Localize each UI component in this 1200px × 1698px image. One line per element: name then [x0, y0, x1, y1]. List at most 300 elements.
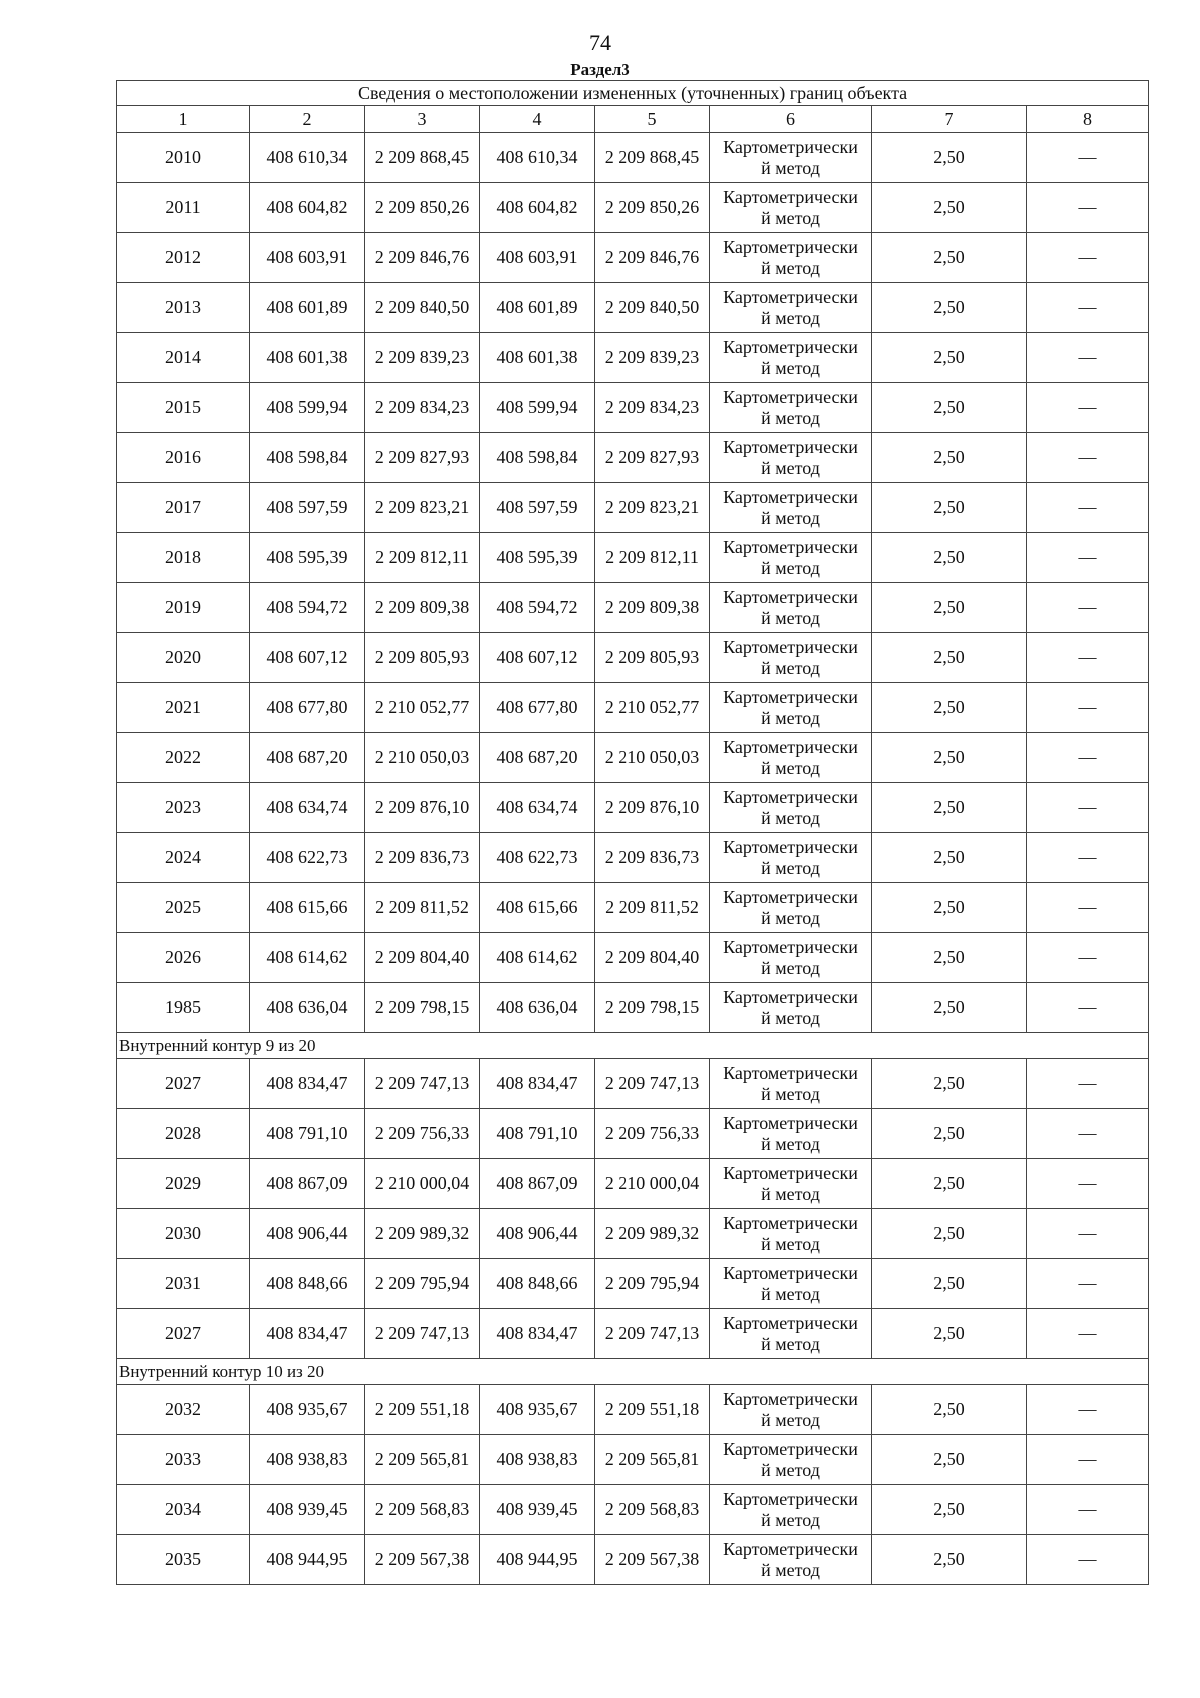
x-new-cell: 408 597,59 [480, 483, 595, 533]
x-new-cell: 408 601,38 [480, 333, 595, 383]
method-text-line2: й метод [761, 757, 820, 778]
method-cell [710, 333, 872, 383]
description-cell: — [1027, 333, 1149, 383]
accuracy-cell: 2,50 [872, 233, 1027, 283]
column-header: 4 [480, 106, 595, 133]
table-row [117, 933, 1149, 983]
method-text-line2: й метод [761, 907, 820, 928]
method-text-line1: Картометрически [723, 236, 858, 257]
point-number-cell: 2013 [117, 283, 250, 333]
method-cell [710, 1259, 872, 1309]
accuracy-cell: 2,50 [872, 1259, 1027, 1309]
description-cell: — [1027, 533, 1149, 583]
accuracy-cell: 2,50 [872, 883, 1027, 933]
method-text-line1: Картометрически [723, 936, 858, 957]
method-text-line1: Картометрически [723, 1262, 858, 1283]
y-old-cell: 2 210 050,03 [365, 733, 480, 783]
x-new-cell: 408 599,94 [480, 383, 595, 433]
description-cell: — [1027, 733, 1149, 783]
method-text-line1: Картометрически [723, 186, 858, 207]
description-cell: — [1027, 283, 1149, 333]
y-old-cell: 2 209 804,40 [365, 933, 480, 983]
method-text-line2: й метод [761, 407, 820, 428]
column-header: 3 [365, 106, 480, 133]
method-text-line2: й метод [761, 1559, 820, 1580]
method-text-line2: й метод [761, 1459, 820, 1480]
description-cell: — [1027, 183, 1149, 233]
method-text-line1: Картометрически [723, 286, 858, 307]
method-cell [710, 783, 872, 833]
method-text-line1: Картометрически [723, 1162, 858, 1183]
y-old-cell: 2 210 000,04 [365, 1159, 480, 1209]
accuracy-cell: 2,50 [872, 183, 1027, 233]
y-new-cell: 2 210 000,04 [595, 1159, 710, 1209]
x-new-cell: 408 791,10 [480, 1109, 595, 1159]
point-number-cell: 2032 [117, 1385, 250, 1435]
accuracy-cell: 2,50 [872, 1309, 1027, 1359]
y-old-cell: 2 209 568,83 [365, 1485, 480, 1535]
y-old-cell: 2 209 747,13 [365, 1309, 480, 1359]
method-text-line2: й метод [761, 1183, 820, 1204]
x-old-cell: 408 595,39 [250, 533, 365, 583]
x-old-cell: 408 636,04 [250, 983, 365, 1033]
method-cell [710, 983, 872, 1033]
y-new-cell: 2 209 839,23 [595, 333, 710, 383]
method-text-line2: й метод [761, 457, 820, 478]
description-cell: — [1027, 1435, 1149, 1485]
point-number-cell: 2021 [117, 683, 250, 733]
method-text-line1: Картометрически [723, 486, 858, 507]
table-row [117, 1109, 1149, 1159]
description-cell: — [1027, 483, 1149, 533]
method-text-line1: Картометрически [723, 786, 858, 807]
description-cell: — [1027, 1385, 1149, 1435]
method-cell [710, 433, 872, 483]
table-row [117, 1535, 1149, 1585]
point-number-cell: 2027 [117, 1059, 250, 1109]
method-text-line2: й метод [761, 157, 820, 178]
description-cell: — [1027, 433, 1149, 483]
y-new-cell: 2 209 836,73 [595, 833, 710, 883]
section-title: Раздел3 [570, 60, 630, 79]
description-cell: — [1027, 1485, 1149, 1535]
accuracy-cell: 2,50 [872, 433, 1027, 483]
point-number-cell: 2017 [117, 483, 250, 533]
column-header-row [117, 106, 1149, 133]
description-cell: — [1027, 783, 1149, 833]
method-text-line2: й метод [761, 607, 820, 628]
point-number-cell: 2029 [117, 1159, 250, 1209]
x-new-cell: 408 604,82 [480, 183, 595, 233]
accuracy-cell: 2,50 [872, 1485, 1027, 1535]
table-row [117, 983, 1149, 1033]
y-new-cell: 2 209 834,23 [595, 383, 710, 433]
method-cell [710, 1109, 872, 1159]
x-old-cell: 408 599,94 [250, 383, 365, 433]
method-text-line1: Картометрически [723, 1438, 858, 1459]
point-number-cell: 2022 [117, 733, 250, 783]
page-number: 74 [589, 30, 611, 55]
x-old-cell: 408 604,82 [250, 183, 365, 233]
x-new-cell: 408 938,83 [480, 1435, 595, 1485]
table-row [117, 333, 1149, 383]
y-old-cell: 2 209 811,52 [365, 883, 480, 933]
point-number-cell: 2035 [117, 1535, 250, 1585]
x-old-cell: 408 687,20 [250, 733, 365, 783]
description-cell: — [1027, 1109, 1149, 1159]
method-cell [710, 683, 872, 733]
table-body [117, 133, 1149, 1585]
method-cell [710, 133, 872, 183]
y-new-cell: 2 209 823,21 [595, 483, 710, 533]
y-old-cell: 2 209 827,93 [365, 433, 480, 483]
method-text-line1: Картометрически [723, 1112, 858, 1133]
table-row [117, 683, 1149, 733]
x-old-cell: 408 614,62 [250, 933, 365, 983]
y-new-cell: 2 209 568,83 [595, 1485, 710, 1535]
accuracy-cell: 2,50 [872, 983, 1027, 1033]
x-old-cell: 408 935,67 [250, 1385, 365, 1435]
y-new-cell: 2 209 551,18 [595, 1385, 710, 1435]
y-new-cell: 2 209 812,11 [595, 533, 710, 583]
y-new-cell: 2 209 804,40 [595, 933, 710, 983]
x-old-cell: 408 834,47 [250, 1309, 365, 1359]
point-number-cell: 2023 [117, 783, 250, 833]
table-row [117, 1435, 1149, 1485]
y-new-cell: 2 209 805,93 [595, 633, 710, 683]
accuracy-cell: 2,50 [872, 1435, 1027, 1485]
y-old-cell: 2 209 834,23 [365, 383, 480, 433]
accuracy-cell: 2,50 [872, 783, 1027, 833]
method-cell [710, 1535, 872, 1585]
table-row [117, 1209, 1149, 1259]
accuracy-cell: 2,50 [872, 383, 1027, 433]
y-old-cell: 2 209 836,73 [365, 833, 480, 883]
point-number-cell: 2020 [117, 633, 250, 683]
y-new-cell: 2 209 798,15 [595, 983, 710, 1033]
table-row [117, 733, 1149, 783]
accuracy-cell: 2,50 [872, 1159, 1027, 1209]
x-old-cell: 408 938,83 [250, 1435, 365, 1485]
x-old-cell: 408 906,44 [250, 1209, 365, 1259]
x-new-cell: 408 614,62 [480, 933, 595, 983]
description-cell: — [1027, 233, 1149, 283]
point-number-cell: 2034 [117, 1485, 250, 1535]
accuracy-cell: 2,50 [872, 633, 1027, 683]
method-cell [710, 733, 872, 783]
y-old-cell: 2 209 876,10 [365, 783, 480, 833]
table-row [117, 233, 1149, 283]
method-cell [710, 1209, 872, 1259]
y-new-cell: 2 209 827,93 [595, 433, 710, 483]
description-cell: — [1027, 133, 1149, 183]
description-cell: — [1027, 1259, 1149, 1309]
column-header: 2 [250, 106, 365, 133]
method-text-line1: Картометрически [723, 986, 858, 1007]
y-old-cell: 2 209 846,76 [365, 233, 480, 283]
accuracy-cell: 2,50 [872, 283, 1027, 333]
point-number-cell: 2014 [117, 333, 250, 383]
method-text-line1: Картометрически [723, 536, 858, 557]
x-old-cell: 408 677,80 [250, 683, 365, 733]
table-row [117, 183, 1149, 233]
y-new-cell: 2 209 565,81 [595, 1435, 710, 1485]
table-row [117, 583, 1149, 633]
contour-heading-row [117, 1359, 1149, 1385]
accuracy-cell: 2,50 [872, 133, 1027, 183]
point-number-cell: 2030 [117, 1209, 250, 1259]
method-text-line2: й метод [761, 1133, 820, 1154]
y-new-cell: 2 209 756,33 [595, 1109, 710, 1159]
method-cell [710, 1485, 872, 1535]
method-text-line2: й метод [761, 1007, 820, 1028]
method-cell [710, 233, 872, 283]
accuracy-cell: 2,50 [872, 733, 1027, 783]
method-text-line2: й метод [761, 957, 820, 978]
x-old-cell: 408 594,72 [250, 583, 365, 633]
method-text-line2: й метод [761, 1333, 820, 1354]
accuracy-cell: 2,50 [872, 533, 1027, 583]
column-header: 6 [710, 106, 872, 133]
method-text-line1: Картометрически [723, 336, 858, 357]
table-row [117, 1159, 1149, 1209]
y-new-cell: 2 209 811,52 [595, 883, 710, 933]
x-new-cell: 408 607,12 [480, 633, 595, 683]
x-new-cell: 408 906,44 [480, 1209, 595, 1259]
description-cell: — [1027, 1309, 1149, 1359]
method-text-line1: Картометрически [723, 1488, 858, 1509]
method-text-line2: й метод [761, 507, 820, 528]
method-cell [710, 533, 872, 583]
description-cell: — [1027, 983, 1149, 1033]
method-cell [710, 283, 872, 333]
y-old-cell: 2 209 798,15 [365, 983, 480, 1033]
method-text-line1: Картометрически [723, 636, 858, 657]
x-old-cell: 408 597,59 [250, 483, 365, 533]
y-new-cell: 2 209 876,10 [595, 783, 710, 833]
method-text-line2: й метод [761, 207, 820, 228]
x-new-cell: 408 935,67 [480, 1385, 595, 1435]
column-header: 7 [872, 106, 1027, 133]
y-old-cell: 2 209 747,13 [365, 1059, 480, 1109]
x-new-cell: 408 601,89 [480, 283, 595, 333]
column-header: 8 [1027, 106, 1149, 133]
method-text-line1: Картометрически [723, 136, 858, 157]
point-number-cell: 2031 [117, 1259, 250, 1309]
accuracy-cell: 2,50 [872, 333, 1027, 383]
description-cell: — [1027, 1159, 1149, 1209]
method-cell [710, 633, 872, 683]
method-cell [710, 183, 872, 233]
accuracy-cell: 2,50 [872, 833, 1027, 883]
method-text-line2: й метод [761, 1283, 820, 1304]
y-new-cell: 2 209 795,94 [595, 1259, 710, 1309]
y-new-cell: 2 210 050,03 [595, 733, 710, 783]
method-cell [710, 483, 872, 533]
contour-label: Внутренний контур 9 из 20 [117, 1033, 1149, 1059]
point-number-cell: 2012 [117, 233, 250, 283]
coordinates-table [116, 80, 1149, 1585]
accuracy-cell: 2,50 [872, 483, 1027, 533]
method-text-line2: й метод [761, 1509, 820, 1530]
method-text-line1: Картометрически [723, 1062, 858, 1083]
method-text-line2: й метод [761, 657, 820, 678]
y-old-cell: 2 209 840,50 [365, 283, 480, 333]
table-row [117, 1485, 1149, 1535]
contour-heading-row [117, 1033, 1149, 1059]
y-old-cell: 2 210 052,77 [365, 683, 480, 733]
y-new-cell: 2 209 850,26 [595, 183, 710, 233]
description-cell: — [1027, 1535, 1149, 1585]
x-new-cell: 408 677,80 [480, 683, 595, 733]
x-new-cell: 408 622,73 [480, 833, 595, 883]
y-old-cell: 2 209 567,38 [365, 1535, 480, 1585]
table-caption: Сведения о местоположении измененных (уточненных) границ объекта [117, 81, 1149, 106]
x-old-cell: 408 634,74 [250, 783, 365, 833]
x-old-cell: 408 622,73 [250, 833, 365, 883]
y-old-cell: 2 209 850,26 [365, 183, 480, 233]
method-text-line2: й метод [761, 257, 820, 278]
method-text-line2: й метод [761, 807, 820, 828]
method-text-line2: й метод [761, 1409, 820, 1430]
x-old-cell: 408 607,12 [250, 633, 365, 683]
x-new-cell: 408 834,47 [480, 1309, 595, 1359]
y-old-cell: 2 209 809,38 [365, 583, 480, 633]
column-header: 1 [117, 106, 250, 133]
point-number-cell: 2019 [117, 583, 250, 633]
y-old-cell: 2 209 812,11 [365, 533, 480, 583]
method-text-line1: Картометрически [723, 1388, 858, 1409]
point-number-cell: 2024 [117, 833, 250, 883]
y-new-cell: 2 209 868,45 [595, 133, 710, 183]
accuracy-cell: 2,50 [872, 1109, 1027, 1159]
table-row [117, 283, 1149, 333]
table-row [117, 633, 1149, 683]
y-old-cell: 2 209 565,81 [365, 1435, 480, 1485]
method-text-line2: й метод [761, 857, 820, 878]
accuracy-cell: 2,50 [872, 1385, 1027, 1435]
method-text-line1: Картометрически [723, 686, 858, 707]
table-row [117, 1259, 1149, 1309]
point-number-cell: 2010 [117, 133, 250, 183]
point-number-cell: 2015 [117, 383, 250, 433]
method-cell [710, 883, 872, 933]
x-old-cell: 408 610,34 [250, 133, 365, 183]
x-old-cell: 408 598,84 [250, 433, 365, 483]
x-new-cell: 408 687,20 [480, 733, 595, 783]
point-number-cell: 2033 [117, 1435, 250, 1485]
y-old-cell: 2 209 795,94 [365, 1259, 480, 1309]
x-old-cell: 408 867,09 [250, 1159, 365, 1209]
method-cell [710, 1059, 872, 1109]
x-new-cell: 408 615,66 [480, 883, 595, 933]
column-header: 5 [595, 106, 710, 133]
description-cell: — [1027, 1059, 1149, 1109]
x-new-cell: 408 848,66 [480, 1259, 595, 1309]
method-cell [710, 583, 872, 633]
x-new-cell: 408 834,47 [480, 1059, 595, 1109]
x-new-cell: 408 867,09 [480, 1159, 595, 1209]
x-old-cell: 408 834,47 [250, 1059, 365, 1109]
x-new-cell: 408 598,84 [480, 433, 595, 483]
accuracy-cell: 2,50 [872, 1209, 1027, 1259]
table-row [117, 533, 1149, 583]
y-old-cell: 2 209 756,33 [365, 1109, 480, 1159]
method-text-line1: Картометрически [723, 386, 858, 407]
point-number-cell: 2025 [117, 883, 250, 933]
method-cell [710, 1435, 872, 1485]
description-cell: — [1027, 683, 1149, 733]
y-new-cell: 2 209 809,38 [595, 583, 710, 633]
description-cell: — [1027, 583, 1149, 633]
x-old-cell: 408 939,45 [250, 1485, 365, 1535]
x-old-cell: 408 601,38 [250, 333, 365, 383]
accuracy-cell: 2,50 [872, 933, 1027, 983]
x-new-cell: 408 610,34 [480, 133, 595, 183]
x-old-cell: 408 603,91 [250, 233, 365, 283]
table-row [117, 483, 1149, 533]
x-new-cell: 408 634,74 [480, 783, 595, 833]
method-text-line2: й метод [761, 1083, 820, 1104]
y-new-cell: 2 209 747,13 [595, 1059, 710, 1109]
point-number-cell: 2018 [117, 533, 250, 583]
point-number-cell: 2027 [117, 1309, 250, 1359]
x-new-cell: 408 636,04 [480, 983, 595, 1033]
y-old-cell: 2 209 551,18 [365, 1385, 480, 1435]
method-cell [710, 1309, 872, 1359]
y-new-cell: 2 209 567,38 [595, 1535, 710, 1585]
contour-label: Внутренний контур 10 из 20 [117, 1359, 1149, 1385]
table-row [117, 433, 1149, 483]
x-new-cell: 408 595,39 [480, 533, 595, 583]
point-number-cell: 2011 [117, 183, 250, 233]
x-old-cell: 408 848,66 [250, 1259, 365, 1309]
y-old-cell: 2 209 823,21 [365, 483, 480, 533]
y-new-cell: 2 210 052,77 [595, 683, 710, 733]
y-old-cell: 2 209 868,45 [365, 133, 480, 183]
method-cell [710, 833, 872, 883]
method-cell [710, 933, 872, 983]
method-text-line1: Картометрически [723, 736, 858, 757]
x-new-cell: 408 603,91 [480, 233, 595, 283]
table-row [117, 783, 1149, 833]
y-old-cell: 2 209 839,23 [365, 333, 480, 383]
description-cell: — [1027, 883, 1149, 933]
method-text-line2: й метод [761, 357, 820, 378]
y-new-cell: 2 209 989,32 [595, 1209, 710, 1259]
accuracy-cell: 2,50 [872, 683, 1027, 733]
method-text-line1: Картометрически [723, 836, 858, 857]
table-row [117, 383, 1149, 433]
point-number-cell: 2026 [117, 933, 250, 983]
x-new-cell: 408 944,95 [480, 1535, 595, 1585]
description-cell: — [1027, 1209, 1149, 1259]
y-old-cell: 2 209 989,32 [365, 1209, 480, 1259]
description-cell: — [1027, 633, 1149, 683]
table-row [117, 133, 1149, 183]
table-row [117, 1309, 1149, 1359]
table-row [117, 1059, 1149, 1109]
method-text-line1: Картометрически [723, 1212, 858, 1233]
method-cell [710, 1159, 872, 1209]
y-new-cell: 2 209 846,76 [595, 233, 710, 283]
x-new-cell: 408 594,72 [480, 583, 595, 633]
table-row [117, 833, 1149, 883]
accuracy-cell: 2,50 [872, 1535, 1027, 1585]
method-text-line1: Картометрически [723, 586, 858, 607]
x-old-cell: 408 791,10 [250, 1109, 365, 1159]
method-text-line1: Картометрически [723, 436, 858, 457]
